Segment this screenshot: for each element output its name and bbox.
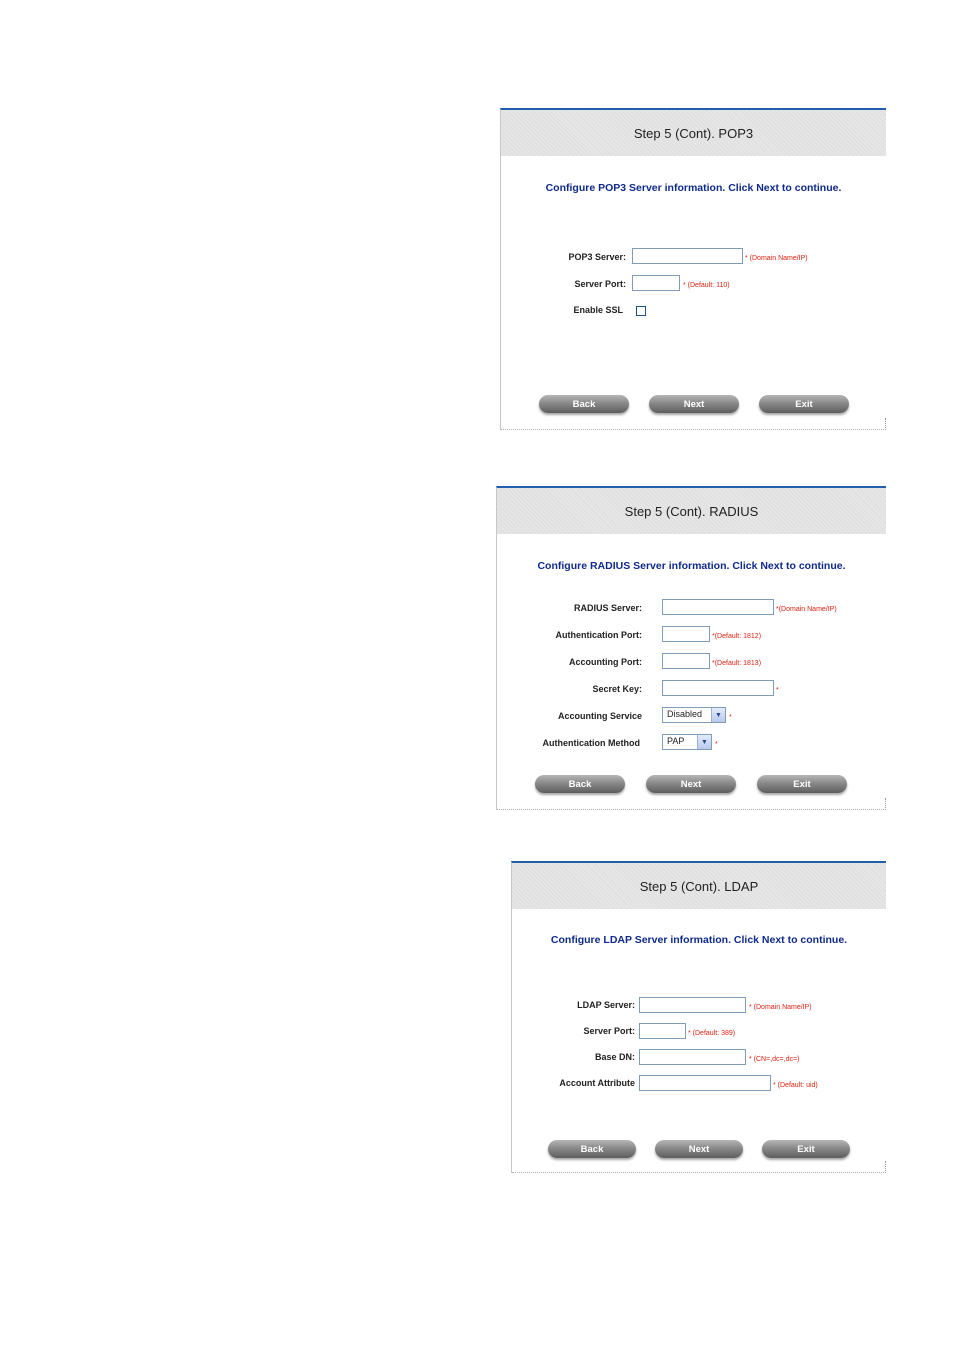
ldap-exit-button[interactable]: Exit [762,1140,850,1158]
chevron-down-icon[interactable]: ▼ [711,708,725,722]
pop3-server-label: POP3 Server: [568,252,626,262]
radius-auth-port-label: Authentication Port: [555,630,642,640]
radius-auth-port-hint: *(Default: 1812) [712,633,762,640]
radius-auth-method-select[interactable] [662,734,712,750]
radius-acct-service-hint: * [729,714,732,721]
radius-secret-label: Secret Key: [592,684,642,694]
ldap-back-button[interactable]: Back [548,1140,636,1158]
ldap-attr-label: Account Attribute [559,1078,635,1088]
pop3-server-input[interactable] [632,248,743,264]
radius-auth-port-input[interactable] [662,626,710,642]
radius-next-button[interactable]: Next [646,775,736,793]
pop3-panel-title: Step 5 (Cont). POP3 [501,110,886,156]
ldap-basedn-hint: * (CN=,dc=,dc=) [749,1056,800,1063]
radius-acct-port-label: Accounting Port: [569,657,642,667]
pop3-ssl-label: Enable SSL [573,305,623,315]
pop3-port-label: Server Port: [574,279,626,289]
ldap-attr-hint: * (Default: uid) [773,1082,818,1089]
pop3-server-hint: * (Domain Name/IP) [745,255,808,262]
radius-acct-service-value: Disabled [667,709,703,719]
radius-secret-hint: * [776,687,779,694]
radius-back-button[interactable]: Back [535,775,625,793]
ldap-attr-input[interactable] [639,1075,771,1091]
radius-acct-port-input[interactable] [662,653,710,669]
ldap-basedn-input[interactable] [639,1049,746,1065]
ldap-server-input[interactable] [639,997,746,1013]
ldap-instruction: Configure LDAP Server information. Click Next to continue. [550,934,848,946]
radius-acct-service-select[interactable] [662,707,726,723]
radius-auth-method-label: Authentication Method [542,738,640,748]
radius-acct-service-label: Accounting Service [557,711,642,721]
ldap-basedn-label: Base DN: [594,1052,635,1062]
chevron-down-icon[interactable]: ▼ [697,735,711,749]
ldap-port-hint: * (Default: 389) [688,1030,736,1037]
pop3-panel-divider [501,428,886,430]
radius-panel [496,486,886,810]
radius-secret-input[interactable] [662,680,774,696]
ldap-panel [511,861,886,1173]
ldap-panel-divider [512,1171,886,1173]
pop3-port-hint: * (Default: 110) [683,282,730,289]
radius-panel-divider [497,808,886,810]
pop3-next-button[interactable]: Next [649,395,739,413]
radius-auth-method-hint: * [715,741,718,748]
pop3-port-input[interactable] [632,275,680,291]
radius-instruction: Configure RADIUS Server information. Click Next to continue. [537,560,846,572]
ldap-server-label: LDAP Server: [577,1000,635,1010]
pop3-panel [500,108,886,430]
ldap-port-label: Server Port: [583,1026,635,1036]
radius-auth-method-value: PAP [667,736,685,746]
radius-server-input[interactable] [662,599,774,615]
ldap-server-hint: * (Domain Name/IP) [749,1004,812,1011]
radius-server-hint: *(Domain Name/IP) [776,606,837,613]
ldap-port-input[interactable] [639,1023,686,1039]
radius-exit-button[interactable]: Exit [757,775,847,793]
radius-acct-port-hint: *(Default: 1813) [712,660,762,667]
ldap-panel-title: Step 5 (Cont). LDAP [512,863,886,909]
pop3-exit-button[interactable]: Exit [759,395,849,413]
pop3-ssl-checkbox[interactable] [636,306,646,316]
ldap-next-button[interactable]: Next [655,1140,743,1158]
radius-server-label: RADIUS Server: [573,603,642,613]
pop3-back-button[interactable]: Back [539,395,629,413]
radius-panel-title: Step 5 (Cont). RADIUS [497,488,886,534]
pop3-instruction: Configure POP3 Server information. Click Next to continue. [545,182,842,194]
